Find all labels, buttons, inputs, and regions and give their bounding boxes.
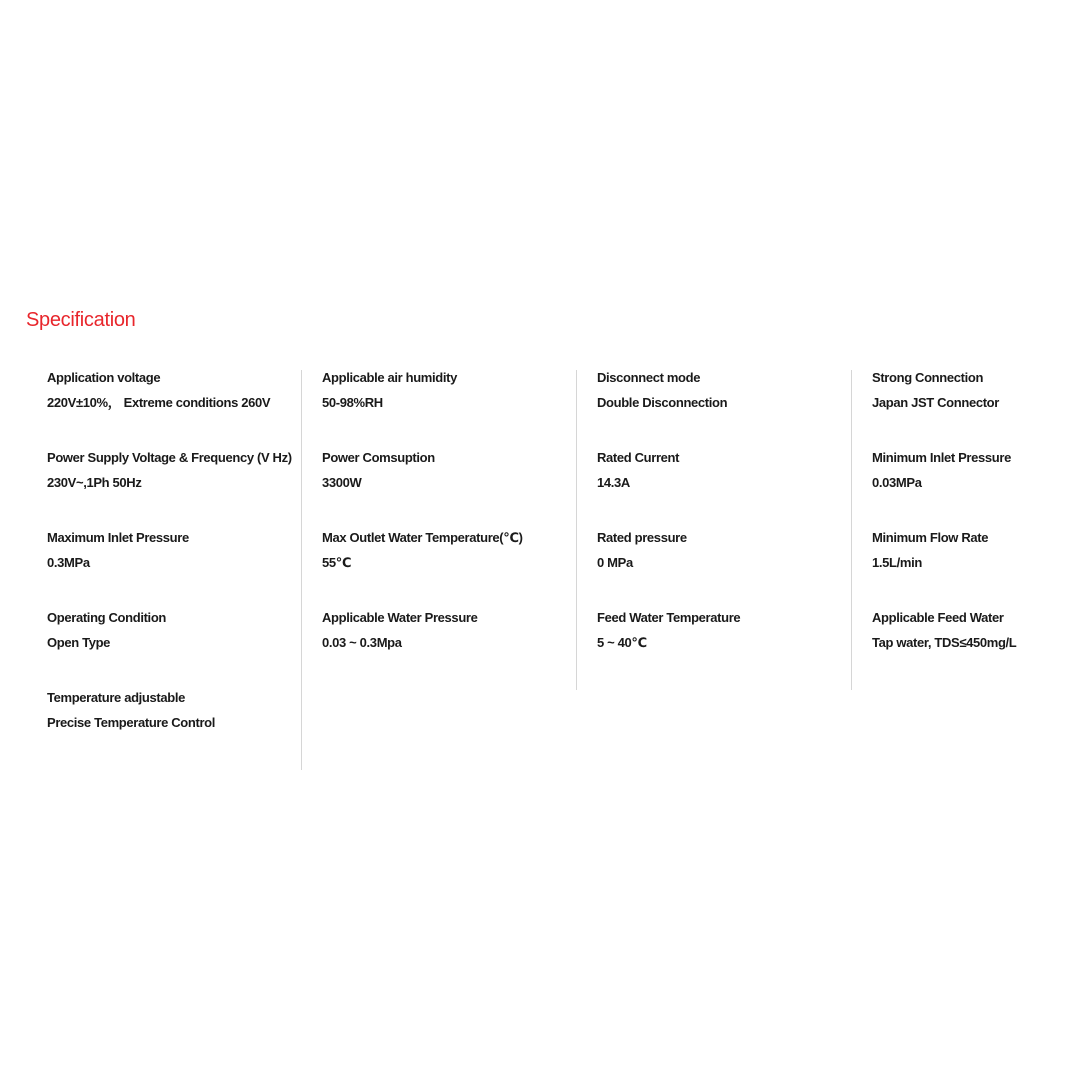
spec-item-feed-water-temperature bbox=[597, 608, 872, 688]
spec-value: Tap water, TDS≤450mg/L bbox=[872, 635, 1017, 650]
spec-value: 55℃ bbox=[322, 555, 352, 570]
spec-label: Strong Connection bbox=[872, 370, 984, 385]
spec-item-water-pressure bbox=[322, 608, 597, 688]
spec-label: Temperature adjustable bbox=[47, 690, 185, 705]
spec-value: 50-98%RH bbox=[322, 395, 383, 410]
spec-value: 220V±10%， Extreme conditions 260V bbox=[47, 395, 271, 410]
spec-label: Application voltage bbox=[47, 370, 161, 385]
spec-value: 0.03 ~ 0.3Mpa bbox=[322, 635, 402, 650]
spec-value: Double Disconnection bbox=[597, 395, 728, 410]
spec-value: 3300W bbox=[322, 475, 362, 490]
spec-column-4 bbox=[872, 368, 1080, 688]
spec-item-max-outlet-temperature bbox=[322, 528, 597, 608]
spec-value: Open Type bbox=[47, 635, 111, 650]
spec-item-strong-connection bbox=[872, 368, 1080, 448]
spec-value: 14.3A bbox=[597, 475, 630, 490]
spec-value: Japan JST Connector bbox=[872, 395, 999, 410]
spec-column-1 bbox=[47, 368, 322, 768]
spec-value: 5 ~ 40℃ bbox=[597, 635, 647, 650]
spec-item-min-inlet-pressure bbox=[872, 448, 1080, 528]
spec-label: Rated pressure bbox=[597, 530, 687, 545]
spec-label: Applicable Feed Water bbox=[872, 610, 1004, 625]
spec-item-feed-water bbox=[872, 608, 1080, 688]
spec-label: Disconnect mode bbox=[597, 370, 701, 385]
spec-label: Max Outlet Water Temperature(℃) bbox=[322, 530, 523, 545]
spec-item-temperature-adjustable bbox=[47, 688, 322, 768]
spec-label: Maximum Inlet Pressure bbox=[47, 530, 189, 545]
spec-label: Operating Condition bbox=[47, 610, 167, 625]
spec-item-air-humidity bbox=[322, 368, 597, 448]
spec-value: 230V~,1Ph 50Hz bbox=[47, 475, 142, 490]
spec-value: 0.03MPa bbox=[872, 475, 922, 490]
spec-label: Minimum Inlet Pressure bbox=[872, 450, 1011, 465]
spec-item-rated-pressure bbox=[597, 528, 872, 608]
spec-item-max-inlet-pressure bbox=[47, 528, 322, 608]
spec-label: Power Comsuption bbox=[322, 450, 435, 465]
spec-label: Applicable Water Pressure bbox=[322, 610, 478, 625]
spec-item-power-consumption bbox=[322, 448, 597, 528]
spec-item-application-voltage bbox=[47, 368, 322, 448]
spec-item-rated-current bbox=[597, 448, 872, 528]
spec-grid bbox=[0, 368, 1080, 772]
spec-column-2 bbox=[322, 368, 597, 688]
spec-label: Minimum Flow Rate bbox=[872, 530, 989, 545]
page-title: Specification bbox=[26, 309, 136, 331]
spec-label: Feed Water Temperature bbox=[597, 610, 741, 625]
spec-label: Applicable air humidity bbox=[322, 370, 457, 385]
spec-value: 0.3MPa bbox=[47, 555, 90, 570]
spec-column-3 bbox=[597, 368, 872, 688]
spec-item-min-flow-rate bbox=[872, 528, 1080, 608]
spec-value: 1.5L/min bbox=[872, 555, 922, 570]
spec-item-power-supply bbox=[47, 448, 322, 528]
spec-item-operating-condition bbox=[47, 608, 322, 688]
spec-item-disconnect-mode bbox=[597, 368, 872, 448]
spec-value: 0 MPa bbox=[597, 555, 633, 570]
spec-label: Power Supply Voltage & Frequency (V Hz) bbox=[47, 450, 292, 465]
spec-value: Precise Temperature Control bbox=[47, 715, 216, 730]
spec-label: Rated Current bbox=[597, 450, 680, 465]
